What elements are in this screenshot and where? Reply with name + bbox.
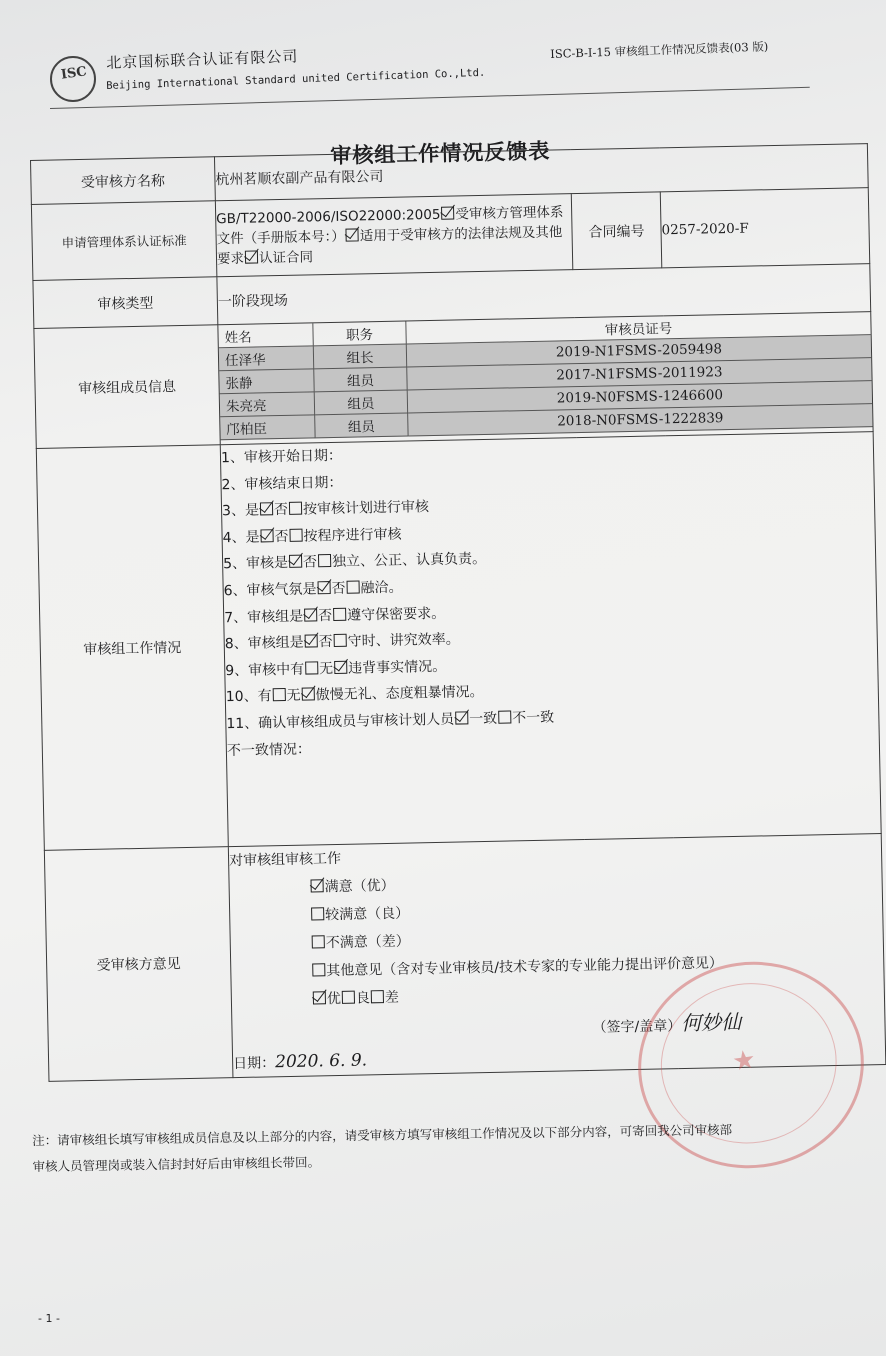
item-9: 9、审核中有 无 违背事实情况。 <box>225 658 447 679</box>
checkbox-checked <box>289 555 302 568</box>
date-label: 日期： <box>233 1055 276 1073</box>
member-cert: 2019-N0FSMS-1246600 <box>407 381 872 413</box>
handwritten-date: 2020. 6. 9. <box>274 1050 368 1073</box>
option-satisfied: 满意（优） <box>229 862 881 903</box>
company-name-en: Beijing International Standard united Certification Co.,Ltd. <box>106 66 486 92</box>
contract-no-value: 0257-2020-F <box>660 188 869 268</box>
form-title: 审核组工作情况反馈表 <box>330 139 551 168</box>
page-number: - 1 - <box>38 1312 60 1325</box>
item-5: 5、审核是 否 独立、公正、认真负责。 <box>222 551 487 573</box>
col-header-name: 姓名 <box>218 323 313 347</box>
item-7: 7、审核组是 否 遵守保密要求。 <box>224 605 446 626</box>
checkbox <box>333 607 346 620</box>
standard-text: GB/T22000-2006/ISO22000:2005 受审核方管理体系文件（手册版本号：） 适用于受审核方的法律法规及其他要求 认证合同 <box>215 194 572 277</box>
checkbox <box>289 502 302 515</box>
member-name: 邝柏臣 <box>220 415 315 440</box>
checkbox-checked <box>317 581 330 594</box>
item-11: 11、确认审核组成员与审核计划人员 一致 不一致 <box>226 709 555 733</box>
standard-label: 申请管理体系认证标准 <box>31 201 216 281</box>
footnote-line-1: 注：请审核组长填写审核组成员信息及以上部分的内容，请受审核方填写审核组工作情况及以下部分内容，可寄回我公司审核部 <box>32 1122 733 1148</box>
item-8: 8、审核组是 否 守时、讲究效率。 <box>224 631 460 653</box>
opinion-heading: 对审核组审核工作 <box>228 850 342 870</box>
col-header-cert: 审核员证号 <box>406 312 871 344</box>
checkbox <box>498 710 511 723</box>
opinion-label: 受审核方意见 <box>44 847 233 1082</box>
checkbox <box>305 661 318 674</box>
col-header-role: 职务 <box>313 321 406 345</box>
company-name-cn: 北京国标联合认证有限公司 <box>106 47 299 72</box>
member-cert: 2017-N1FSMS-2011923 <box>407 358 872 390</box>
item-6: 6、审核气氛是 否 融洽。 <box>223 579 403 600</box>
checkbox-laws <box>346 228 359 241</box>
checkbox-mgmt-docs <box>441 206 454 219</box>
member-name: 任泽华 <box>219 346 314 371</box>
auditee-name: 杭州茗顺农副产品有限公司 <box>214 144 868 201</box>
checkbox-checked <box>455 711 468 724</box>
item-4: 4、是 否 按程序进行审核 <box>222 526 402 546</box>
member-name: 朱亮亮 <box>220 392 315 417</box>
option-other: 其他意见（含对专业审核员/技术专家的专业能力提出评价意见） <box>231 946 883 987</box>
audit-type-label: 审核类型 <box>33 277 218 329</box>
auditee-label: 受审核方名称 <box>31 157 216 205</box>
option-fairly-satisfied: 较满意（良） <box>230 890 882 931</box>
checkbox <box>342 991 355 1004</box>
checkbox <box>289 528 302 541</box>
member-role: 组员 <box>315 413 408 438</box>
checkbox <box>272 688 285 701</box>
logo-text: ISC <box>60 64 88 83</box>
item-end-date: 2、审核结束日期： <box>221 474 343 493</box>
option-unsatisfied: 不满意（差） <box>231 918 883 959</box>
header-divider <box>50 87 810 109</box>
member-role: 组员 <box>314 390 407 415</box>
member-role: 组员 <box>314 367 407 392</box>
handwritten-signature: 何妙仙 <box>680 1009 742 1036</box>
checkbox-checked <box>334 660 347 673</box>
checkbox-checked <box>304 608 317 621</box>
checkbox <box>371 990 384 1003</box>
footnote-line-2: 审核人员管理岗或装入信封封好后由审核组长带回。 <box>32 1154 321 1174</box>
footnote <box>32 1114 886 1180</box>
checkbox-checked <box>310 879 323 892</box>
checkbox-checked <box>305 634 318 647</box>
checkbox <box>318 554 331 567</box>
audit-type-value: 一阶段现场 <box>217 264 871 325</box>
inconsistent-label: 不一致情况： <box>226 741 312 759</box>
checkbox-contract <box>245 250 258 263</box>
document-code: ISC-B-I-15 审核组工作情况反馈表(03 版) <box>550 39 769 61</box>
checkbox-checked <box>313 991 326 1004</box>
grade-options: 优 良 差 <box>232 974 884 1015</box>
member-cert: 2019-N1FSMS-2059498 <box>406 335 871 367</box>
checkbox-checked <box>260 502 273 515</box>
member-role: 组长 <box>313 344 406 369</box>
item-10: 10、有 无 傲慢无礼、态度粗暴情况。 <box>225 684 484 706</box>
contract-no-label: 合同编号 <box>571 192 662 270</box>
checkbox-checked <box>301 688 314 701</box>
members-table <box>218 312 872 440</box>
checkbox <box>312 935 325 948</box>
item-3: 3、是 否 按审核计划进行审核 <box>221 499 430 520</box>
work-status-label: 审核组工作情况 <box>36 445 228 851</box>
item-start-date: 1、审核开始日期： <box>220 447 343 467</box>
checkbox <box>312 963 325 976</box>
work-status-items <box>220 432 881 847</box>
company-logo <box>50 56 96 102</box>
checkbox <box>311 907 324 920</box>
checkbox <box>346 580 359 593</box>
form-table <box>30 143 886 1082</box>
signature-label: （签字/盖章） <box>592 1018 682 1036</box>
members-label: 审核组成员信息 <box>34 325 220 449</box>
checkbox <box>333 634 346 647</box>
checkbox-checked <box>260 529 273 542</box>
member-name: 张静 <box>219 369 314 394</box>
member-cert: 2018-N0FSMS-1222839 <box>408 404 873 436</box>
seal-star-icon: ★ <box>730 1044 758 1078</box>
